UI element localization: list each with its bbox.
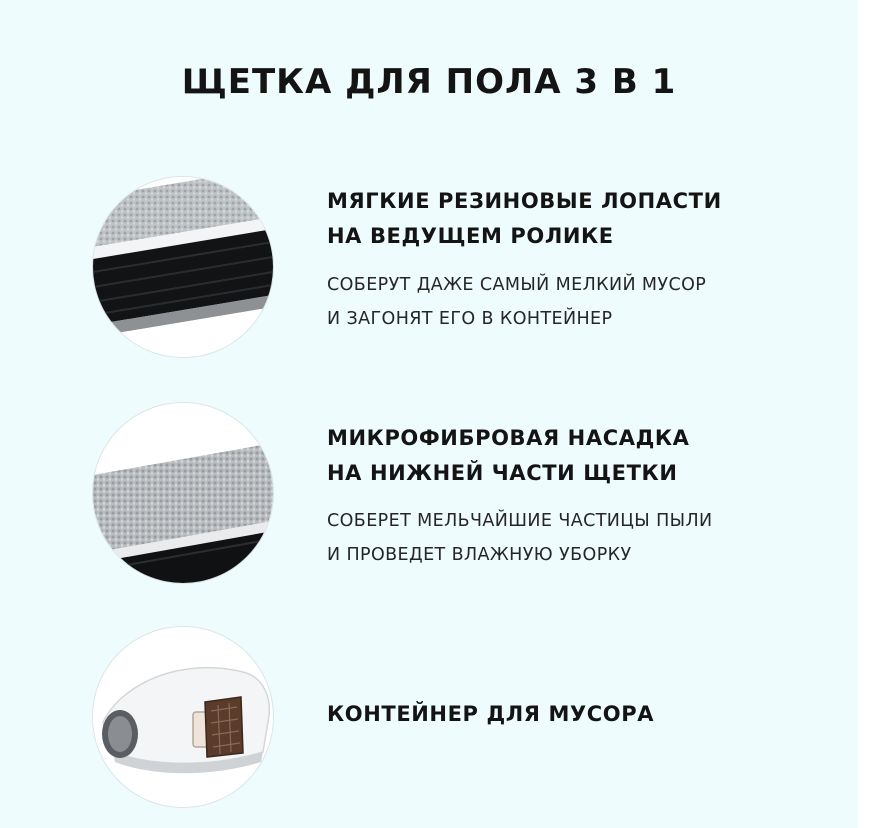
feature-1-description (327, 268, 706, 336)
dust-container-icon (93, 627, 273, 807)
feature-1-heading-line-2: НА ВЕДУЩЕМ РОЛИКЕ (327, 224, 614, 248)
feature-2-description-line-1: СОБЕРЕТ МЕЛЬЧАЙШИЕ ЧАСТИЦЫ ПЫЛИ (327, 511, 713, 531)
page-edge (858, 0, 877, 828)
feature-2-description-line-2: И ПРОВЕДЕТ ВЛАЖНУЮ УБОРКУ (327, 545, 632, 565)
feature-1-description-line-1: СОБЕРУТ ДАЖЕ САМЫЙ МЕЛКИЙ МУСОР (327, 275, 707, 295)
feature-2-description (327, 504, 713, 572)
feature-1-heading-line-1: МЯГКИЕ РЕЗИНОВЫЕ ЛОПАСТИ (327, 189, 722, 213)
page-title: ЩЕТКА ДЛЯ ПОЛА 3 В 1 (181, 62, 677, 102)
microfiber-pad-icon (93, 403, 273, 583)
feature-1-heading (327, 184, 722, 254)
feature-3-heading (327, 697, 654, 732)
feature-2-heading (327, 421, 689, 491)
feature-1-description-line-2: И ЗАГОНЯТ ЕГО В КОНТЕЙНЕР (327, 309, 613, 329)
feature-3-heading-line-1: КОНТЕЙНЕР ДЛЯ МУСОРА (327, 702, 655, 726)
feature-2-heading-line-1: МИКРОФИБРОВАЯ НАСАДКА (327, 426, 690, 450)
feature-2-heading-line-2: НА НИЖНЕЙ ЧАСТИ ЩЕТКИ (327, 461, 678, 485)
rubber-roller-icon (93, 177, 273, 357)
